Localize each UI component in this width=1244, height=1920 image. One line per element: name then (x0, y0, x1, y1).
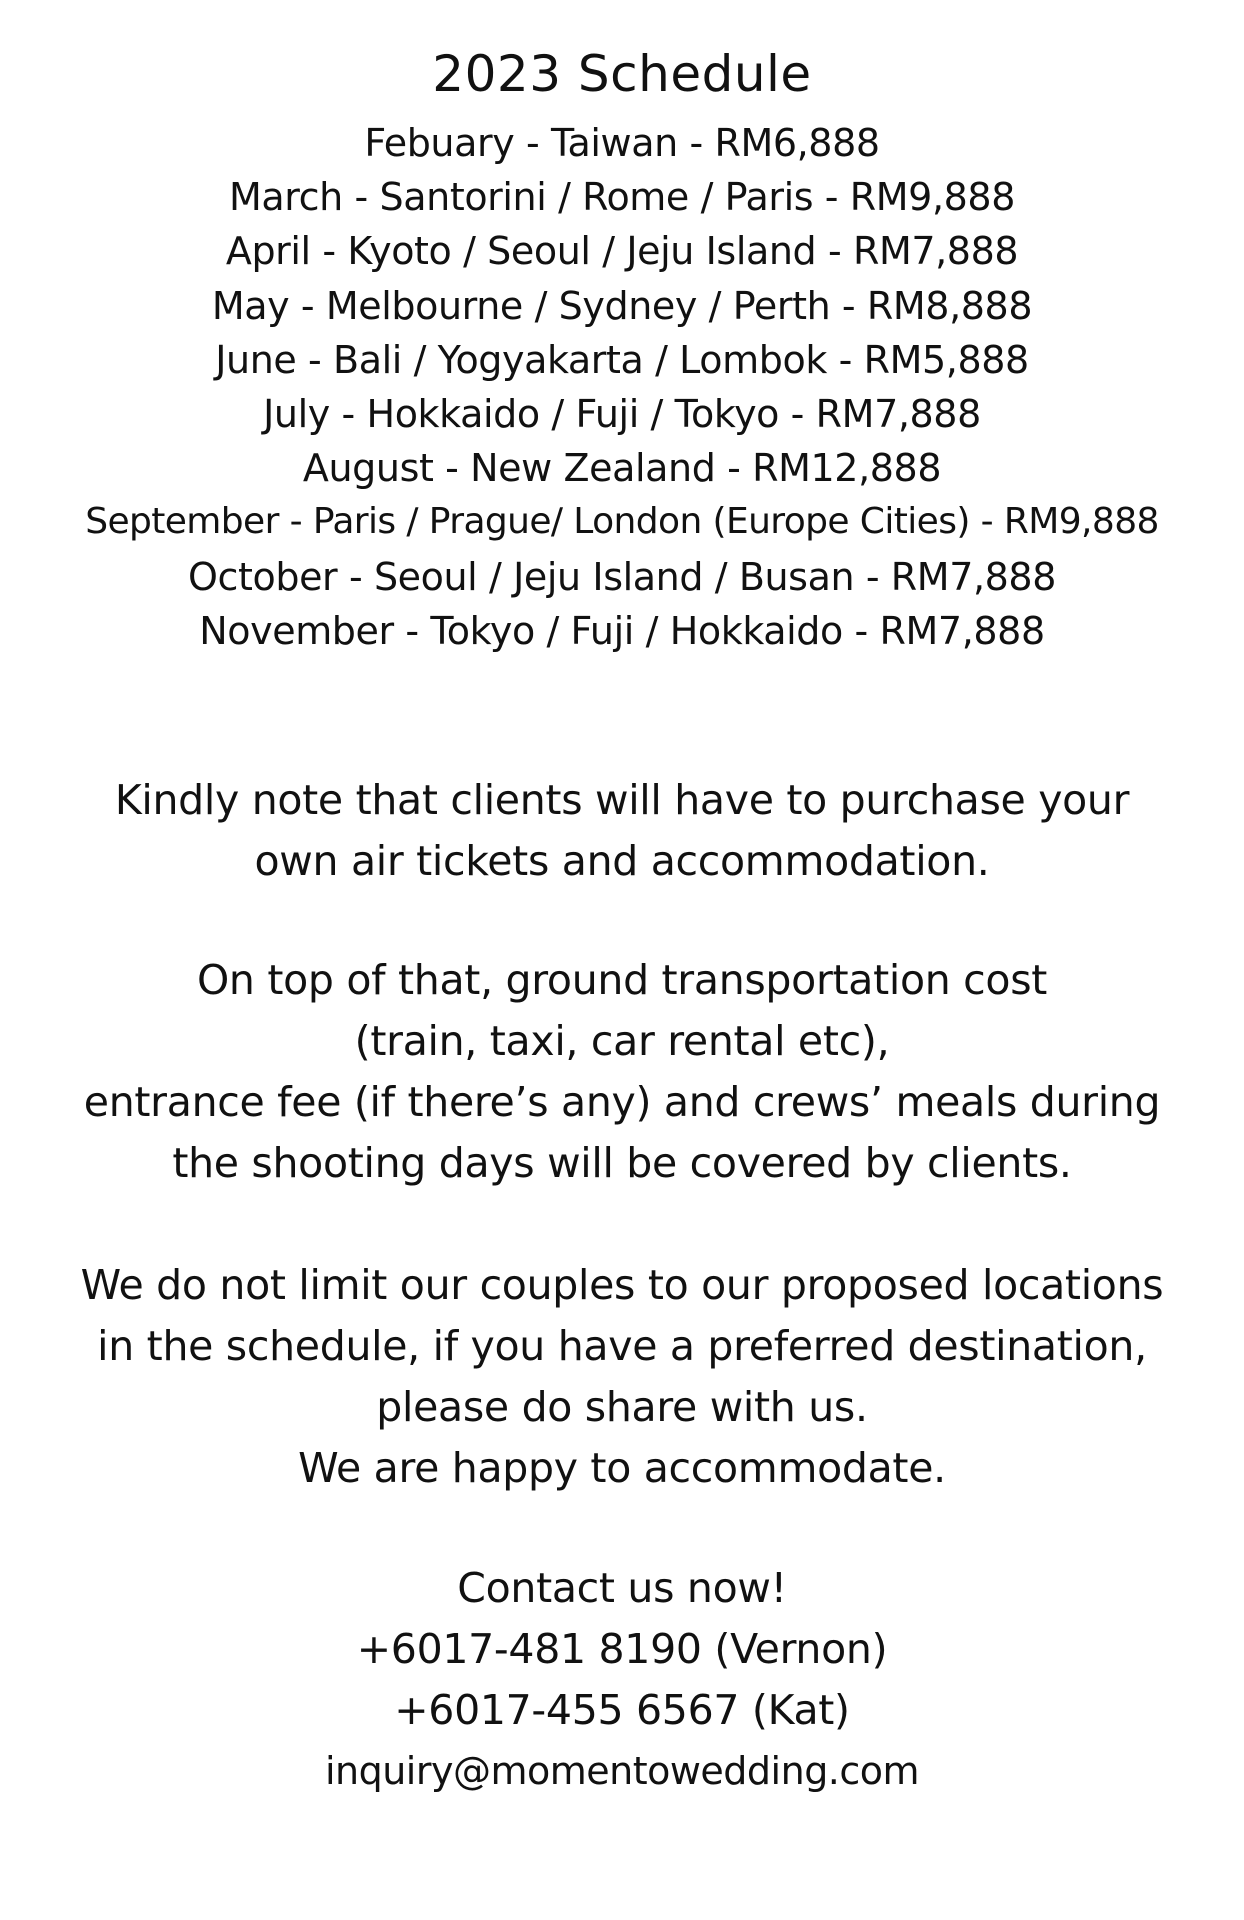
air-tickets-note (0, 770, 1244, 892)
contact-heading: Contact us now! (457, 1564, 787, 1612)
locations-note (0, 1255, 1244, 1499)
page-title: 2023 Schedule (432, 45, 812, 103)
note-line: own air tickets and accommodation. (254, 837, 990, 885)
note-line: On top of that, ground transportation cost (196, 956, 1048, 1004)
note-line: We do not limit our couples to our proposed locations (80, 1261, 1164, 1309)
note-line: Kindly note that clients will have to purchase your (114, 776, 1130, 824)
schedule-item-november: November - Tokyo / Fuji / Hokkaido - RM7,888 (199, 608, 1045, 653)
schedule-item-may: May - Melbourne / Sydney / Perth - RM8,888 (211, 283, 1033, 328)
note-line: (train, taxi, car rental etc), (354, 1017, 890, 1065)
schedule-item-july: July - Hokkaido / Fuji / Tokyo - RM7,888 (263, 392, 981, 437)
schedule-list (0, 116, 1244, 658)
schedule-item-october: October - Seoul / Jeju Island / Busan - RM7,888 (188, 554, 1056, 599)
note-line: in the schedule, if you have a preferred destination, (97, 1322, 1147, 1370)
email-address[interactable]: inquiry@momentowedding.com (324, 1749, 920, 1793)
schedule-item-august: August - New Zealand - RM12,888 (302, 446, 942, 491)
schedule-item-march: March - Santorini / Rome / Paris - RM9,888 (229, 175, 1015, 220)
note-line: please do share with us. (376, 1383, 868, 1431)
note-line: entrance fee (if there’s any) and crews’ meals during (83, 1078, 1161, 1126)
schedule-item-april: April - Kyoto / Seoul / Jeju Island - RM7,888 (225, 229, 1019, 274)
schedule-item-june: June - Bali / Yogyakarta / Lombok - RM5,888 (215, 337, 1029, 382)
schedule-item-september: September - Paris / Prague/ London (Europe Cities) - RM9,888 (85, 501, 1159, 543)
note-line: the shooting days will be covered by clients. (172, 1139, 1072, 1187)
phone-kat[interactable]: +6017-455 6567 (Kat) (394, 1686, 850, 1734)
note-line: We are happy to accommodate. (298, 1444, 946, 1492)
phone-vernon[interactable]: +6017-481 8190 (Vernon) (356, 1625, 888, 1673)
contact-section (0, 1558, 1244, 1802)
ground-costs-note (0, 950, 1244, 1194)
schedule-item-february: Febuary - Taiwan - RM6,888 (364, 121, 880, 165)
